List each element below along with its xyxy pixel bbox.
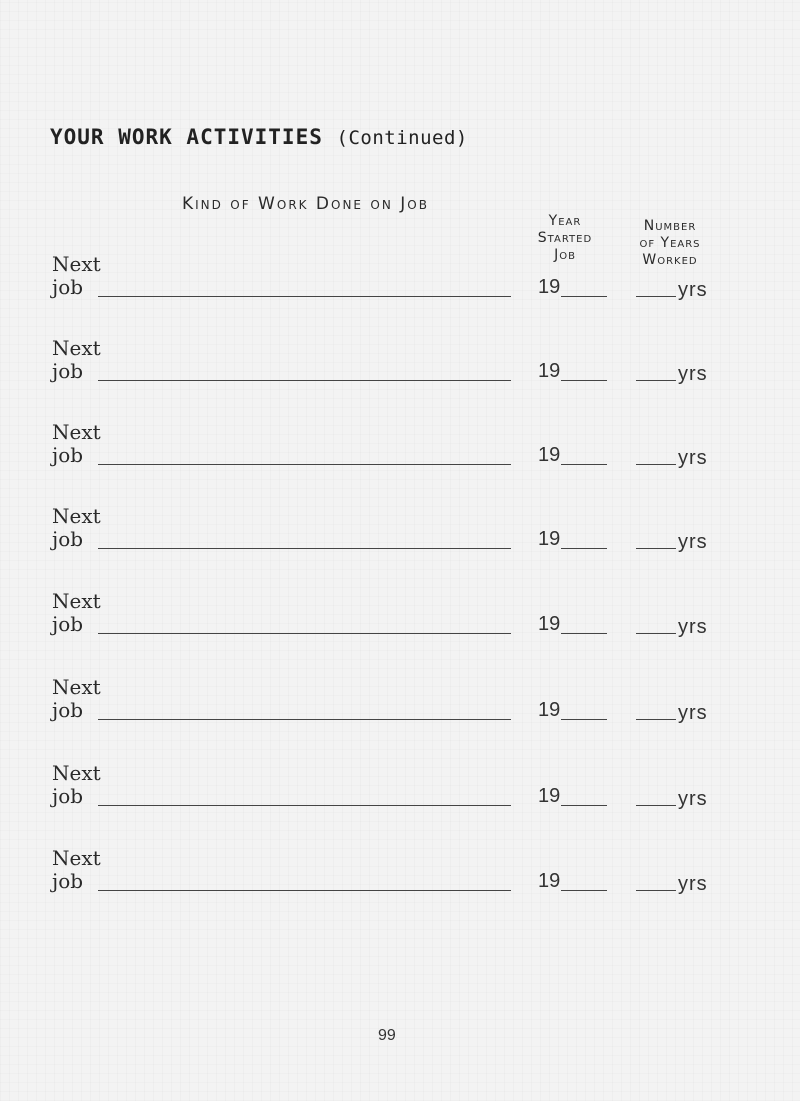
years-worked-field[interactable] — [636, 296, 676, 297]
year-started-field[interactable] — [561, 719, 607, 720]
years-unit: yrs — [678, 279, 708, 301]
title-text: YOUR WORK ACTIVITIES — [50, 125, 323, 149]
years-worked-field[interactable] — [636, 380, 676, 381]
years-unit: yrs — [678, 873, 708, 895]
job-entry-row — [0, 420, 800, 480]
page-number: 99 — [378, 1027, 396, 1044]
job-description-field[interactable] — [98, 464, 511, 465]
year-prefix: 19 — [538, 528, 561, 550]
years-worked-field[interactable] — [636, 805, 676, 806]
job-description-field[interactable] — [98, 548, 511, 549]
row-label-job: job — [52, 698, 84, 722]
years-worked-field[interactable] — [636, 719, 676, 720]
years-worked-field[interactable] — [636, 633, 676, 634]
page-title — [50, 125, 468, 149]
years-unit: yrs — [678, 788, 708, 810]
years-unit: yrs — [678, 702, 708, 724]
row-label-next: Next — [52, 420, 101, 444]
year-prefix: 19 — [538, 699, 561, 721]
year-prefix: 19 — [538, 785, 561, 807]
job-description-field[interactable] — [98, 296, 511, 297]
row-label-next: Next — [52, 504, 101, 528]
job-entry-row — [0, 846, 800, 906]
years-unit: yrs — [678, 616, 708, 638]
years-worked-field[interactable] — [636, 464, 676, 465]
year-started-field[interactable] — [561, 380, 607, 381]
column-header-kind-of-work: Kind of Work Done on Job — [182, 194, 429, 214]
job-description-field[interactable] — [98, 633, 511, 634]
job-entry-row — [0, 504, 800, 564]
year-started-field[interactable] — [561, 633, 607, 634]
row-label-next: Next — [52, 761, 101, 785]
header-line: Worked — [642, 252, 698, 268]
years-worked-field[interactable] — [636, 890, 676, 891]
row-label-next: Next — [52, 336, 101, 360]
header-line: Year — [548, 213, 582, 229]
job-entry-row — [0, 252, 800, 312]
title-suffix: (Continued) — [336, 127, 468, 149]
year-started-field[interactable] — [561, 296, 607, 297]
year-prefix: 19 — [538, 360, 561, 382]
year-prefix: 19 — [538, 613, 561, 635]
job-description-field[interactable] — [98, 719, 511, 720]
job-entry-row — [0, 336, 800, 396]
job-entry-row — [0, 761, 800, 821]
years-unit: yrs — [678, 447, 708, 469]
row-label-job: job — [52, 612, 84, 636]
header-line: Started — [537, 230, 593, 246]
year-prefix: 19 — [538, 444, 561, 466]
row-label-job: job — [52, 443, 84, 467]
row-label-job: job — [52, 869, 84, 893]
row-label-next: Next — [52, 846, 101, 870]
years-unit: yrs — [678, 363, 708, 385]
row-label-job: job — [52, 359, 84, 383]
row-label-next: Next — [52, 252, 101, 276]
header-line: Number — [643, 218, 697, 234]
row-label-next: Next — [52, 675, 101, 699]
row-label-job: job — [52, 784, 84, 808]
header-line: Job — [554, 247, 576, 263]
year-prefix: 19 — [538, 276, 561, 298]
job-description-field[interactable] — [98, 380, 511, 381]
job-description-field[interactable] — [98, 890, 511, 891]
row-label-next: Next — [52, 589, 101, 613]
row-label-job: job — [52, 527, 84, 551]
year-started-field[interactable] — [561, 548, 607, 549]
header-line: of Years — [639, 235, 701, 251]
job-entry-row — [0, 675, 800, 735]
job-entry-row — [0, 589, 800, 649]
year-prefix: 19 — [538, 870, 561, 892]
job-description-field[interactable] — [98, 805, 511, 806]
row-label-job: job — [52, 275, 84, 299]
year-started-field[interactable] — [561, 464, 607, 465]
years-unit: yrs — [678, 531, 708, 553]
year-started-field[interactable] — [561, 890, 607, 891]
years-worked-field[interactable] — [636, 548, 676, 549]
year-started-field[interactable] — [561, 805, 607, 806]
